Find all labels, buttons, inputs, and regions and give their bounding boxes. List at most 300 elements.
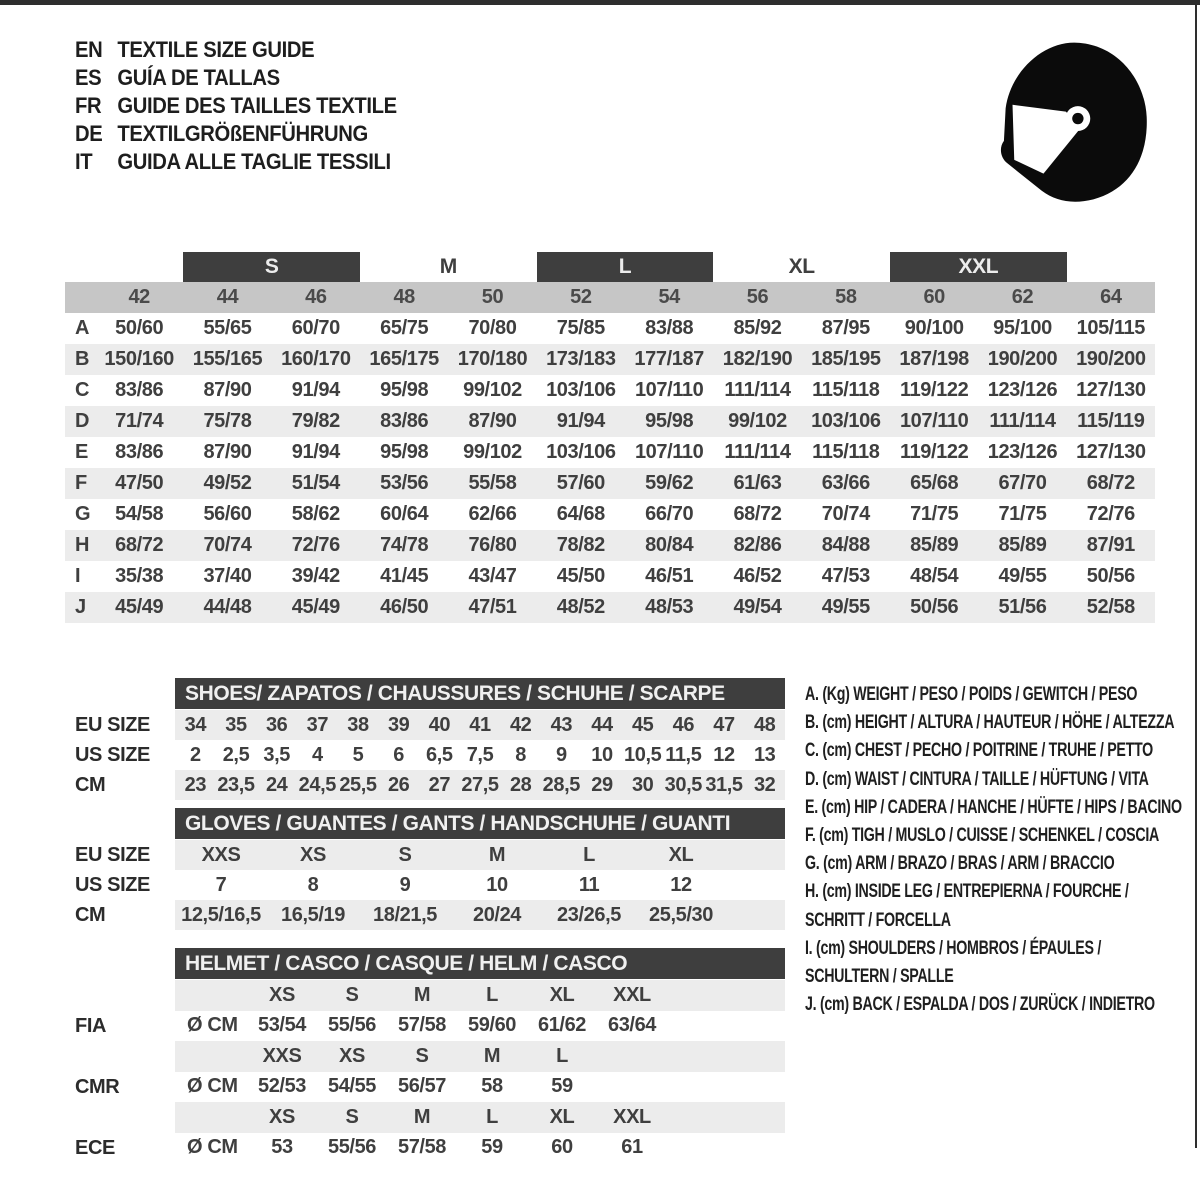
measurement-value: 70/80 xyxy=(468,317,517,339)
shoe-us-value: 5 xyxy=(352,743,364,766)
shoe-row-label: EU SIZE xyxy=(75,714,150,736)
measurement-value: 107/110 xyxy=(634,441,704,463)
shoe-us-value: 7,5 xyxy=(466,743,494,766)
helmet-size-label: XS xyxy=(269,1105,295,1128)
clothing-row-label: G xyxy=(75,503,91,525)
shoe-cm-row xyxy=(175,770,785,800)
standard-label-ece: ECE xyxy=(75,1136,115,1159)
measurement-value: 187/198 xyxy=(899,348,969,370)
clothing-row-label: A xyxy=(75,317,90,339)
glove-cm-value: 20/24 xyxy=(472,903,522,926)
diameter-label: Ø CM xyxy=(187,1075,238,1098)
diameter-label: Ø CM xyxy=(187,1014,238,1037)
legend-text: WEIGHT / PESO / POIDS / GEWITCH / PESO xyxy=(853,683,1138,705)
size-group-label: L xyxy=(618,255,632,278)
language-row xyxy=(75,120,397,148)
measurement-value: 62/66 xyxy=(468,503,517,525)
numeric-size: 48 xyxy=(393,286,415,308)
glove-eu-row xyxy=(175,840,785,870)
measurement-value: 103/106 xyxy=(546,379,616,401)
measurement-value: 45/50 xyxy=(556,565,605,587)
top-border-line xyxy=(0,0,1200,5)
measurement-value: 99/102 xyxy=(463,441,522,463)
measurement-value: 68/72 xyxy=(115,534,164,556)
language-title: GUIDA ALLE TAGLIE TESSILI xyxy=(117,149,391,174)
shoe-cm-value: 31,5 xyxy=(705,773,743,796)
measurement-value: 119/122 xyxy=(899,441,969,463)
shoe-us-value: 8 xyxy=(515,743,527,766)
measurement-value: 83/86 xyxy=(380,410,429,432)
glove-eu-value: XL xyxy=(668,843,694,866)
measurement-value: 45/49 xyxy=(115,596,164,618)
legend-line xyxy=(805,765,1200,793)
numeric-size: 46 xyxy=(305,286,327,308)
shoes-row-labels xyxy=(75,710,150,800)
shoe-eu-value: 40 xyxy=(428,713,451,736)
measurement-value: 72/76 xyxy=(291,534,340,556)
clothing-row-g xyxy=(65,499,1155,530)
shoe-eu-value: 41 xyxy=(469,713,491,736)
helmet-size-label: S xyxy=(415,1044,429,1067)
glove-eu-value: XXS xyxy=(201,843,241,866)
measurement-value: 87/90 xyxy=(203,379,252,401)
helmet-size-label: XXL xyxy=(613,1105,651,1128)
helmet-circumference-value: 55/56 xyxy=(327,1136,377,1159)
legend-key: J. xyxy=(805,993,820,1016)
shoe-row-label: CM xyxy=(75,774,106,796)
language-title: TEXTILE SIZE GUIDE xyxy=(117,37,315,62)
legend-line xyxy=(805,680,1200,708)
helmet-circumference-value: 59/60 xyxy=(467,1014,517,1037)
helmet-size-label: XL xyxy=(549,983,575,1006)
glove-row-label: US SIZE xyxy=(75,874,150,896)
measurement-value: 85/92 xyxy=(733,317,782,339)
legend-unit: (cm) xyxy=(822,711,855,734)
glove-eu-value: M xyxy=(488,843,506,866)
measurement-value: 35/38 xyxy=(115,565,164,587)
glove-us-row xyxy=(175,870,785,900)
language-row xyxy=(75,36,397,64)
helmet-size-label: XS xyxy=(339,1044,365,1067)
racing-helmet-icon xyxy=(985,36,1157,208)
legend-text: ARM / BRAZO / BRAS / ARM / BRACCIO xyxy=(855,852,1115,875)
measurement-value: 82/86 xyxy=(733,534,782,556)
legend-item-a xyxy=(805,680,1200,708)
helmet-circumference-value: 53 xyxy=(271,1136,293,1159)
measurement-value: 182/190 xyxy=(722,348,793,370)
legend-line xyxy=(805,962,1200,990)
shoe-eu-value: 42 xyxy=(509,713,532,736)
measurement-value: 39/42 xyxy=(291,565,340,587)
shoe-cm-value: 25,5 xyxy=(339,773,377,796)
measurement-value: 70/74 xyxy=(821,503,870,525)
clothing-row-label: E xyxy=(75,441,88,463)
helmet-size-label: L xyxy=(486,983,498,1006)
shoe-cm-value: 26 xyxy=(387,773,410,796)
helmet-section-title: HELMET / CASCO / CASQUE / HELM / CASCO xyxy=(185,951,628,975)
shoe-cm-value: 30 xyxy=(631,773,654,796)
helmet-size-table xyxy=(175,980,785,1163)
helmet-circumference-value: 63/64 xyxy=(607,1014,657,1037)
shoe-us-value: 6 xyxy=(393,743,405,766)
measurement-value: 123/126 xyxy=(987,379,1058,401)
shoe-us-value: 10,5 xyxy=(624,743,662,766)
measurement-value: 76/80 xyxy=(468,534,517,556)
helmet-circumference-value: 53/54 xyxy=(257,1014,307,1037)
legend-line xyxy=(805,990,1200,1018)
measurement-value: 59/62 xyxy=(645,472,694,494)
language-code: IT xyxy=(75,149,93,174)
legend-item-b xyxy=(805,708,1200,736)
measurement-value: 58/62 xyxy=(291,503,340,525)
measurement-value: 50/60 xyxy=(115,317,164,339)
helmet-circumference-value: 61 xyxy=(621,1136,643,1159)
diameter-spacer xyxy=(175,1041,247,1072)
numeric-size: 50 xyxy=(481,286,504,308)
helmet-value-row-fia xyxy=(175,1011,785,1042)
legend-unit: (cm) xyxy=(822,880,855,903)
standard-label-fia: FIA xyxy=(75,1014,107,1037)
clothing-row-c xyxy=(65,375,1155,406)
measurement-value: 53/56 xyxy=(380,472,429,494)
numeric-size: 52 xyxy=(570,286,592,308)
clothing-size-group-header xyxy=(65,252,1155,282)
measurement-value: 83/88 xyxy=(645,317,694,339)
numeric-size: 44 xyxy=(216,286,239,308)
measurement-value: 80/84 xyxy=(645,534,694,556)
measurement-value: 107/110 xyxy=(899,410,969,432)
measurement-value: 44/48 xyxy=(203,596,252,618)
helmet-size-label: XS xyxy=(269,983,295,1006)
measurement-value: 49/54 xyxy=(733,596,782,618)
helmet-circumference-value: 57/58 xyxy=(397,1136,447,1159)
measurement-value: 95/100 xyxy=(993,317,1052,339)
size-group-m xyxy=(360,252,537,282)
measurement-value: 185/195 xyxy=(811,348,881,370)
measurement-value: 111/114 xyxy=(989,410,1056,432)
shoe-cm-value: 30,5 xyxy=(664,773,702,796)
legend-key: C. xyxy=(805,739,823,762)
measurement-value: 72/76 xyxy=(1086,503,1135,525)
glove-cm-value: 16,5/19 xyxy=(281,903,345,926)
measurement-value: 87/90 xyxy=(468,410,517,432)
measurement-value: 48/52 xyxy=(556,596,605,618)
glove-us-value: 7 xyxy=(215,873,227,896)
glove-us-value: 9 xyxy=(399,873,411,896)
legend-line xyxy=(805,736,1200,764)
standard-label-spacer xyxy=(75,980,119,1011)
legend-unit: (cm) xyxy=(822,767,855,790)
size-group-label: XXL xyxy=(958,255,999,278)
measurement-value: 105/115 xyxy=(1076,317,1146,339)
shoe-eu-value: 39 xyxy=(387,713,410,736)
clothing-measurement-table xyxy=(65,313,1155,623)
helmet-size-row-ece xyxy=(175,1102,785,1133)
size-group-xl xyxy=(713,252,890,282)
measurement-value: 87/90 xyxy=(203,441,252,463)
helmet-section-bar xyxy=(175,948,785,979)
measurement-value: 75/78 xyxy=(203,410,252,432)
size-group-l xyxy=(537,252,714,282)
measurement-value: 127/130 xyxy=(1076,441,1146,463)
glove-cm-value: 12,5/16,5 xyxy=(181,903,261,926)
numeric-size: 54 xyxy=(658,286,680,308)
legend-line xyxy=(805,708,1200,736)
language-code: ES xyxy=(75,65,102,90)
legend-text: HIP / CADERA / HANCHE / HÜFTE / HIPS / BACINO xyxy=(854,795,1182,818)
legend-key: D. xyxy=(805,767,823,790)
measurement-value: 65/75 xyxy=(380,317,429,339)
measurement-value: 57/60 xyxy=(556,472,605,494)
measurement-legend xyxy=(805,680,1200,1018)
shoe-us-value: 6,5 xyxy=(426,743,453,766)
measurement-value: 49/52 xyxy=(203,472,252,494)
measurement-value: 87/91 xyxy=(1086,534,1135,556)
measurement-value: 173/183 xyxy=(546,348,616,370)
measurement-value: 47/53 xyxy=(821,565,870,587)
measurement-value: 103/106 xyxy=(546,441,616,463)
legend-unit: (cm) xyxy=(815,936,849,959)
legend-key: E. xyxy=(805,795,822,818)
legend-text: TIGH / MUSLO / CUISSE / SCHENKEL / COSCIA xyxy=(851,824,1160,847)
shoe-us-value: 12 xyxy=(713,743,735,766)
legend-item-c xyxy=(805,736,1200,764)
measurement-value: 78/82 xyxy=(556,534,605,556)
helmet-size-row-cmr xyxy=(175,1041,785,1072)
glove-eu-value: S xyxy=(398,843,412,866)
shoes-size-table xyxy=(175,710,785,800)
measurement-value: 55/65 xyxy=(203,317,252,339)
helmet-size-row-fia xyxy=(175,980,785,1011)
glove-us-value: 10 xyxy=(486,873,508,896)
shoe-us-value: 2,5 xyxy=(222,743,250,766)
glove-row-label: CM xyxy=(75,904,106,926)
shoe-eu-value: 43 xyxy=(550,713,573,736)
numeric-size: 60 xyxy=(923,286,945,308)
legend-item-j xyxy=(805,990,1200,1018)
clothing-row-j xyxy=(65,592,1155,623)
measurement-value: 85/89 xyxy=(910,534,959,556)
measurement-value: 47/50 xyxy=(115,472,164,494)
shoe-cm-value: 32 xyxy=(753,773,776,796)
measurement-value: 56/60 xyxy=(203,503,252,525)
shoe-cm-value: 24,5 xyxy=(298,773,336,796)
numeric-size: 62 xyxy=(1011,286,1034,308)
helmet-circumference-value: 56/57 xyxy=(397,1075,447,1098)
measurement-value: 87/95 xyxy=(821,317,870,339)
measurement-value: 41/45 xyxy=(380,565,429,587)
measurement-value: 79/82 xyxy=(291,410,340,432)
legend-item-h xyxy=(805,877,1200,933)
clothing-numeric-size-band xyxy=(65,282,1155,313)
legend-text: SCHULTERN / SPALLE xyxy=(805,965,954,988)
measurement-value: 49/55 xyxy=(998,565,1047,587)
measurement-value: 71/75 xyxy=(998,503,1047,525)
helmet-circumference-value: 55/56 xyxy=(327,1014,377,1037)
measurement-value: 83/86 xyxy=(115,441,164,463)
glove-eu-value: XS xyxy=(300,843,326,866)
legend-text: BACK / ESPALDA / DOS / ZURÜCK / INDIETRO xyxy=(852,993,1155,1016)
measurement-value: 55/58 xyxy=(468,472,517,494)
clothing-row-b xyxy=(65,344,1155,375)
legend-text: WAIST / CINTURA / TAILLE / HÜFTUNG / VITA xyxy=(854,767,1149,790)
measurement-value: 115/118 xyxy=(812,379,880,401)
gloves-section-bar xyxy=(175,808,785,839)
legend-text: CHEST / PECHO / POITRINE / TRUHE / PETTO xyxy=(854,739,1153,762)
legend-line xyxy=(805,906,1200,934)
helmet-size-label: M xyxy=(413,1105,431,1128)
measurement-value: 43/47 xyxy=(468,565,517,587)
measurement-value: 46/50 xyxy=(380,596,429,618)
glove-us-value: 11 xyxy=(578,873,600,896)
legend-item-d xyxy=(805,765,1200,793)
language-code: DE xyxy=(75,121,103,146)
measurement-value: 48/54 xyxy=(910,565,959,587)
shoe-cm-value: 28,5 xyxy=(542,773,580,796)
helmet-size-label: M xyxy=(413,983,431,1006)
legend-unit: (Kg) xyxy=(822,683,854,705)
helmet-standard-labels xyxy=(75,980,119,1163)
measurement-value: 46/52 xyxy=(733,565,782,587)
shoe-eu-value: 34 xyxy=(184,713,207,736)
measurement-value: 177/187 xyxy=(634,348,704,370)
clothing-row-a xyxy=(65,313,1155,344)
measurement-value: 150/160 xyxy=(104,348,174,370)
shoe-eu-value: 38 xyxy=(347,713,369,736)
language-title: GUIDE DES TAILLES TEXTILE xyxy=(117,93,397,118)
measurement-value: 74/78 xyxy=(380,534,429,556)
helmet-circumference-value: 52/53 xyxy=(257,1075,307,1098)
measurement-value: 115/118 xyxy=(812,441,880,463)
size-group-xxl xyxy=(890,252,1067,282)
legend-unit: (cm) xyxy=(819,824,852,847)
measurement-value: 95/98 xyxy=(380,441,429,463)
standard-label-cmr: CMR xyxy=(75,1075,120,1098)
measurement-value: 165/175 xyxy=(369,348,439,370)
measurement-value: 111/114 xyxy=(724,379,791,401)
numeric-size: 56 xyxy=(746,286,769,308)
clothing-row-i xyxy=(65,561,1155,592)
shoe-eu-value: 48 xyxy=(753,713,776,736)
diameter-spacer xyxy=(175,980,247,1011)
measurement-value: 71/74 xyxy=(115,410,164,432)
measurement-value: 50/56 xyxy=(1086,565,1135,587)
measurement-value: 83/86 xyxy=(115,379,164,401)
language-row xyxy=(75,64,397,92)
measurement-value: 85/89 xyxy=(998,534,1047,556)
glove-cm-value: 23/26,5 xyxy=(557,903,621,926)
measurement-value: 155/165 xyxy=(192,348,263,370)
measurement-value: 54/58 xyxy=(115,503,164,525)
clothing-row-e xyxy=(65,437,1155,468)
measurement-value: 60/70 xyxy=(291,317,340,339)
language-code: EN xyxy=(75,37,103,62)
language-title: TEXTILGRÖßENFÜHRUNG xyxy=(117,121,368,146)
size-group-s xyxy=(183,252,360,282)
legend-line xyxy=(805,849,1200,877)
helmet-value-row-ece xyxy=(175,1133,785,1164)
measurement-value: 190/200 xyxy=(987,348,1058,370)
shoe-eu-value: 36 xyxy=(265,713,288,736)
helmet-value-row-cmr xyxy=(175,1072,785,1103)
shoes-section-title: SHOES/ ZAPATOS / CHAUSSURES / SCHUHE / SCARPE xyxy=(185,681,725,705)
numeric-size: 42 xyxy=(128,286,150,308)
legend-key: B. xyxy=(805,711,823,734)
measurement-value: 115/119 xyxy=(1077,410,1145,432)
language-row xyxy=(75,92,397,120)
shoe-eu-value: 37 xyxy=(306,713,329,736)
helmet-size-label: L xyxy=(486,1105,498,1128)
gloves-row-labels xyxy=(75,840,150,930)
shoe-us-value: 13 xyxy=(753,743,776,766)
clothing-row-f xyxy=(65,468,1155,499)
shoe-us-row xyxy=(175,740,785,770)
shoe-cm-value: 27 xyxy=(428,773,451,796)
diameter-label: Ø CM xyxy=(187,1136,238,1159)
size-group-label: M xyxy=(439,255,457,278)
measurement-value: 37/40 xyxy=(203,565,252,587)
legend-key: H. xyxy=(805,880,823,903)
measurement-value: 123/126 xyxy=(987,441,1058,463)
shoe-us-value: 11,5 xyxy=(665,743,702,766)
measurement-value: 103/106 xyxy=(811,410,881,432)
helmet-circumference-value: 61/62 xyxy=(537,1014,587,1037)
glove-row-label: EU SIZE xyxy=(75,844,150,866)
shoe-us-value: 2 xyxy=(189,743,201,766)
legend-item-f xyxy=(805,821,1200,849)
helmet-circumference-value: 59 xyxy=(551,1075,573,1098)
diameter-spacer xyxy=(175,1102,247,1133)
clothing-row-label: B xyxy=(75,348,90,370)
band-spacer xyxy=(65,282,95,313)
shoe-cm-value: 23,5 xyxy=(217,773,255,796)
measurement-value: 91/94 xyxy=(556,410,605,432)
measurement-value: 65/68 xyxy=(910,472,959,494)
shoe-eu-row xyxy=(175,710,785,740)
glove-cm-value: 18/21,5 xyxy=(373,903,437,926)
helmet-circumference-value: 57/58 xyxy=(397,1014,447,1037)
shoe-eu-value: 47 xyxy=(713,713,735,736)
measurement-value: 91/94 xyxy=(291,379,340,401)
measurement-value: 160/170 xyxy=(281,348,351,370)
clothing-row-label: F xyxy=(75,472,87,494)
gloves-size-table xyxy=(175,840,785,930)
clothing-row-h xyxy=(65,530,1155,561)
clothing-row-label: I xyxy=(75,565,81,587)
helmet-size-label: XL xyxy=(549,1105,575,1128)
legend-unit: (cm) xyxy=(823,852,856,875)
shoe-us-value: 9 xyxy=(555,743,567,766)
measurement-value: 51/54 xyxy=(291,472,340,494)
legend-line xyxy=(805,934,1200,962)
helmet-size-label: XXL xyxy=(613,983,651,1006)
clothing-row-label: C xyxy=(75,379,90,401)
shoe-eu-value: 45 xyxy=(631,713,654,736)
glove-us-value: 12 xyxy=(670,873,692,896)
legend-item-g xyxy=(805,849,1200,877)
shoe-cm-value: 27,5 xyxy=(461,773,499,796)
measurement-value: 48/53 xyxy=(645,596,694,618)
clothing-row-label: J xyxy=(75,596,86,618)
measurement-value: 99/102 xyxy=(463,379,522,401)
measurement-value: 68/72 xyxy=(1086,472,1135,494)
measurement-value: 95/98 xyxy=(380,379,429,401)
measurement-value: 111/114 xyxy=(724,441,791,463)
shoe-eu-value: 35 xyxy=(225,713,247,736)
legend-line xyxy=(805,821,1200,849)
glove-us-value: 8 xyxy=(307,873,319,896)
numeric-size: 58 xyxy=(835,286,857,308)
